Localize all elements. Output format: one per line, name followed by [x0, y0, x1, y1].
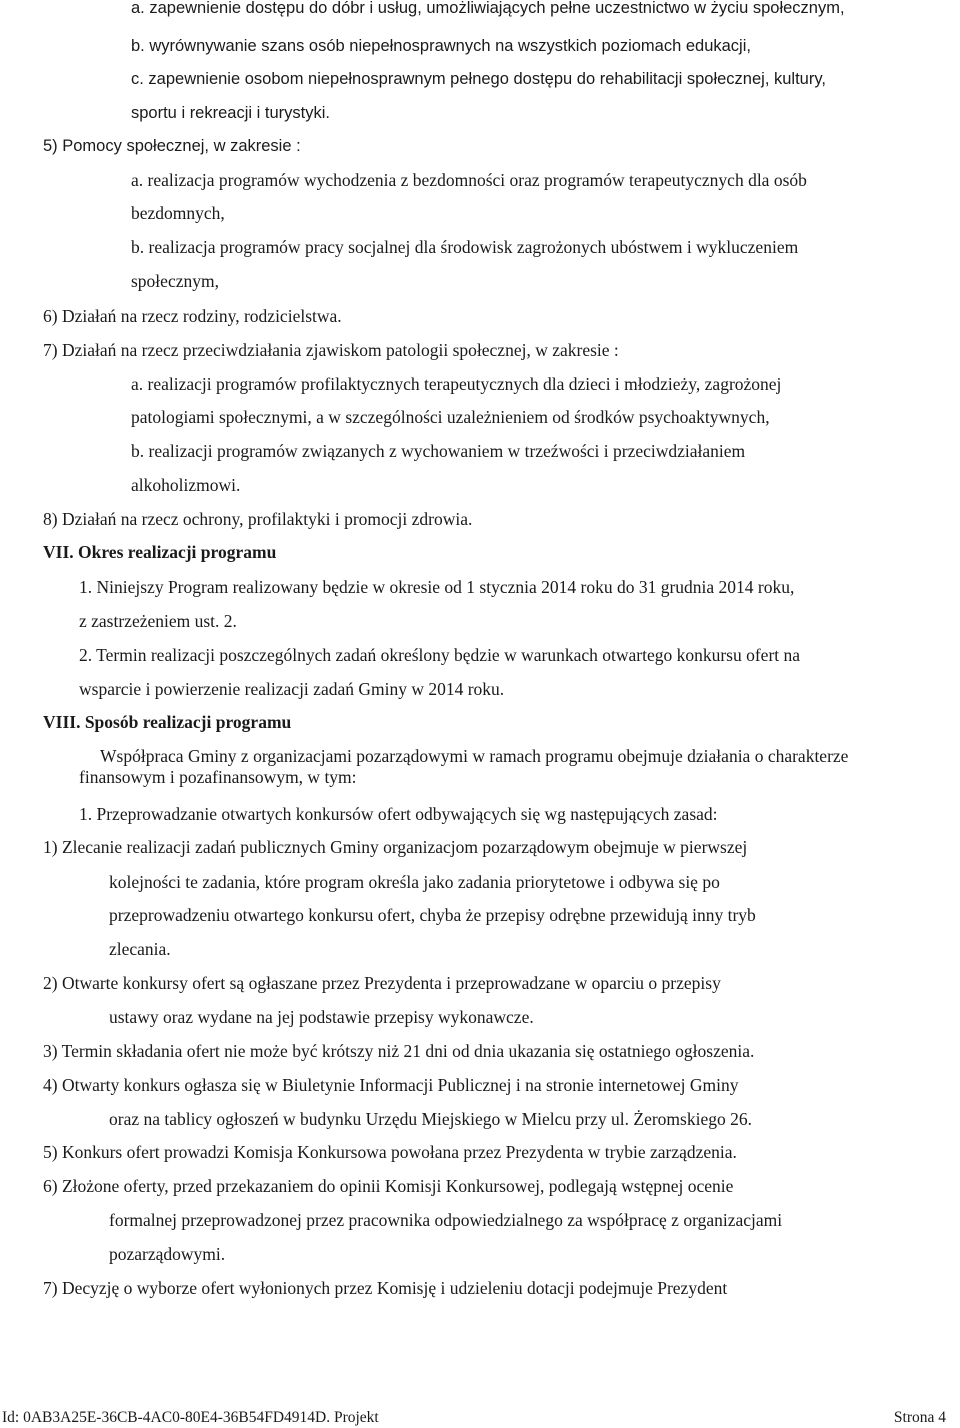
paragraph-line: 5) Konkurs ofert prowadzi Komisja Konkursowa powołana przez Prezydenta w trybie zarządzenia.	[43, 1142, 737, 1162]
paragraph-line: pozarządowymi.	[109, 1244, 226, 1264]
paragraph-line: 3) Termin składania ofert nie może być krótszy niż 21 dni od dnia ukazania się ostatniego ogłoszenia.	[43, 1041, 755, 1061]
paragraph-line: finansowym i pozafinansowym, w tym:	[79, 767, 357, 787]
paragraph-line: 6) Złożone oferty, przed przekazaniem do opinii Komisji Konkursowej, podlegają wstępnej ocenie	[43, 1176, 734, 1196]
paragraph-line: 1. Niniejszy Program realizowany będzie w okresie od 1 stycznia 2014 roku do 31 grudnia 2014 roku,	[79, 577, 795, 597]
list-item: b. wyrównywanie szans osób niepełnosprawnych na wszystkich poziomach edukacji,	[131, 37, 751, 55]
list-item: b. realizacji programów związanych z wychowaniem w trzeźwości i przeciwdziałaniem	[131, 441, 746, 461]
paragraph-line: wsparcie i powierzenie realizacji zadań Gminy w 2014 roku.	[79, 679, 505, 699]
paragraph-line: oraz na tablicy ogłoszeń w budynku Urzędu Miejskiego w Mielcu przy ul. Żeromskiego 26.	[109, 1109, 752, 1129]
list-item: c. zapewnienie osobom niepełnosprawnym pełnego dostępu do rehabilitacji społecznej, kultury,	[131, 70, 826, 88]
list-item-continuation: sportu i rekreacji i turystyki.	[131, 104, 330, 122]
chapter-heading: VII. Okres realizacji programu	[43, 542, 277, 562]
section-heading: 6) Działań na rzecz rodziny, rodzicielstwa.	[43, 306, 342, 326]
paragraph-line: kolejności te zadania, które program określa jako zadania priorytetowe i odbywa się po	[109, 872, 720, 892]
paragraph-line: ustawy oraz wydane na jej podstawie przepisy wykonawcze.	[109, 1007, 534, 1027]
paragraph-line: Współpraca Gminy z organizacjami pozarządowymi w ramach programu obejmuje działania o charakterze	[100, 746, 849, 766]
paragraph-line: przeprowadzeniu otwartego konkursu ofert, chyba że przepisy odrębne przewidują inny tryb	[109, 905, 756, 925]
footer-page-number: Strona 4	[893, 1409, 946, 1426]
paragraph-line: 1. Przeprowadzanie otwartych konkursów ofert odbywających się wg następujących zasad:	[79, 804, 718, 824]
paragraph-line: 2. Termin realizacji poszczególnych zadań określony będzie w warunkach otwartego konkursu ofert na	[79, 645, 801, 665]
paragraph-line: 4) Otwarty konkurs ogłasza się w Biuletynie Informacji Publicznej i na stronie internetowej Gminy	[43, 1075, 739, 1095]
paragraph-line: formalnej przeprowadzonej przez pracownika odpowiedzialnego za współpracę z organizacjami	[109, 1210, 783, 1230]
paragraph-line: 7) Decyzję o wyborze ofert wyłonionych przez Komisję i udzieleniu dotacji podejmuje Prezydent	[43, 1278, 728, 1298]
section-heading: 7) Działań na rzecz przeciwdziałania zjawiskom patologii społecznej, w zakresie :	[43, 340, 619, 360]
list-item: b. realizacja programów pracy socjalnej dla środowisk zagrożonych ubóstwem i wykluczeniem	[131, 237, 799, 257]
paragraph-line: 1) Zlecanie realizacji zadań publicznych Gminy organizacjom pozarządowym obejmuje w pierwszej	[43, 837, 748, 857]
list-item-continuation: patologiami społecznymi, a w szczególności uzależnieniem od środków psychoaktywnych,	[131, 407, 770, 427]
footer-document-id: Id: 0AB3A25E-36CB-4AC0-80E4-36B54FD4914D. Projekt	[2, 1409, 379, 1426]
chapter-heading: VIII. Sposób realizacji programu	[43, 712, 292, 732]
list-item-continuation: społecznym,	[131, 271, 219, 291]
list-item: a. realizacji programów profilaktycznych terapeutycznych dla dzieci i młodzieży, zagrożonej	[131, 374, 782, 394]
section-heading: 5) Pomocy społecznej, w zakresie :	[43, 137, 301, 155]
list-item: a. zapewnienie dostępu do dóbr i usług, umożliwiających pełne uczestnictwo w życiu społecznym,	[131, 0, 845, 17]
list-item: a. realizacja programów wychodzenia z bezdomności oraz programów terapeutycznych dla osób	[131, 170, 807, 190]
paragraph-line: zlecania.	[109, 939, 171, 959]
list-item-continuation: alkoholizmowi.	[131, 475, 241, 495]
paragraph-line: z zastrzeżeniem ust. 2.	[79, 611, 237, 631]
list-item-continuation: bezdomnych,	[131, 203, 225, 223]
paragraph-line: 2) Otwarte konkursy ofert są ogłaszane przez Prezydenta i przeprowadzane w oparciu o przepisy	[43, 973, 721, 993]
section-heading: 8) Działań na rzecz ochrony, profilaktyki i promocji zdrowia.	[43, 509, 473, 529]
